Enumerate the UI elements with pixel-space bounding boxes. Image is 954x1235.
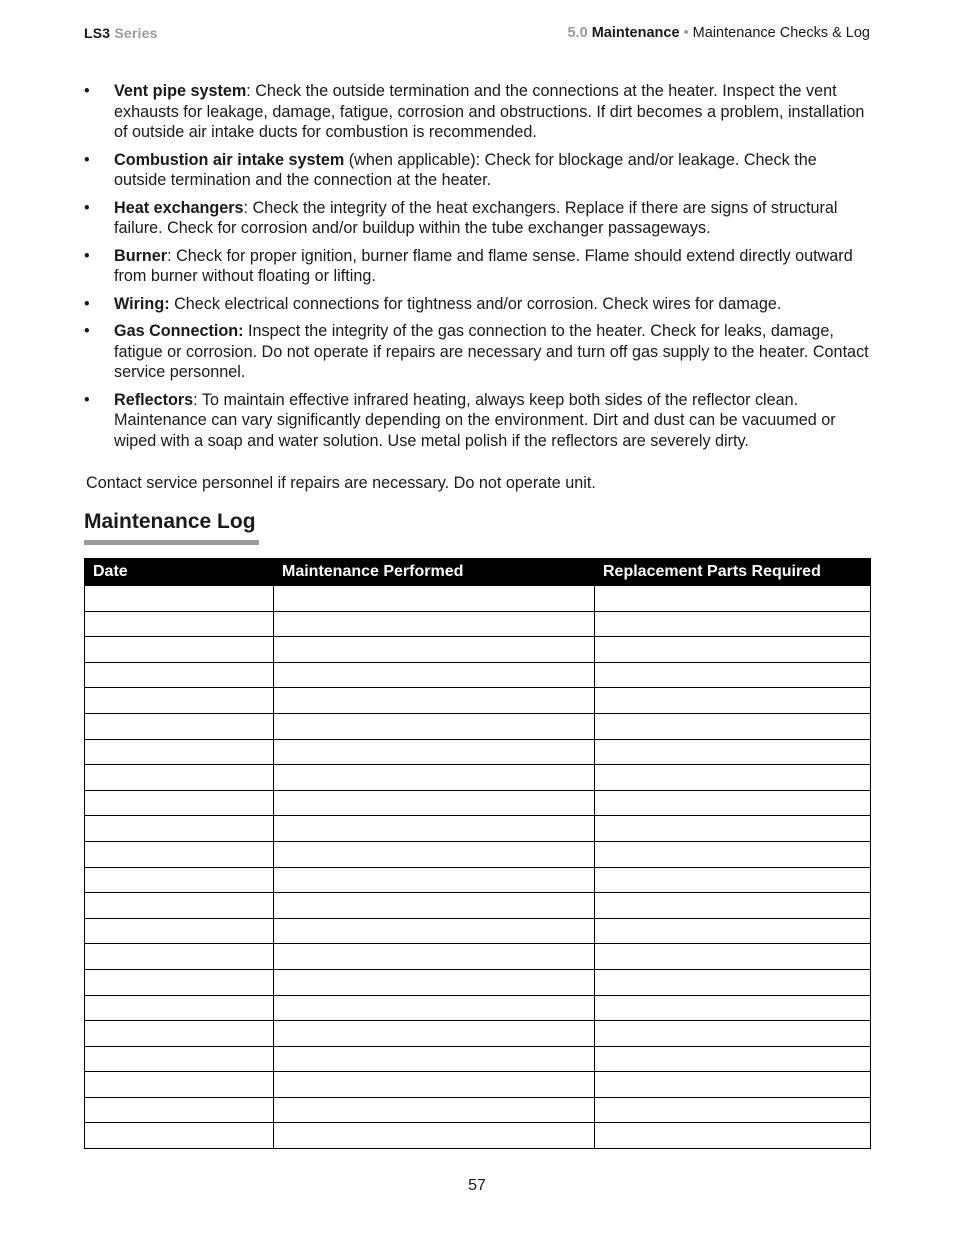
maintenance-cell[interactable] bbox=[274, 688, 595, 714]
parts-cell[interactable] bbox=[595, 867, 871, 893]
date-cell[interactable] bbox=[85, 893, 274, 919]
maintenance-cell[interactable] bbox=[274, 918, 595, 944]
parts-cell[interactable] bbox=[595, 637, 871, 663]
parts-cell[interactable] bbox=[595, 1021, 871, 1047]
check-description: : Check for proper ignition, burner flame and flame sense. Flame should extend directly outward from burner without floating or lifting. bbox=[114, 246, 853, 285]
date-cell[interactable] bbox=[85, 1021, 274, 1047]
date-cell[interactable] bbox=[85, 739, 274, 765]
date-cell[interactable] bbox=[85, 637, 274, 663]
date-cell[interactable] bbox=[85, 841, 274, 867]
series-label: Series bbox=[114, 25, 158, 41]
header-separator: • bbox=[683, 25, 689, 41]
table-row bbox=[85, 1046, 871, 1072]
maintenance-cell[interactable] bbox=[274, 713, 595, 739]
service-note: Contact service personnel if repairs are necessary. Do not operate unit. bbox=[86, 474, 596, 492]
subsection-name: Maintenance Checks & Log bbox=[692, 25, 870, 41]
table-row bbox=[85, 637, 871, 663]
maintenance-log-title: Maintenance Log bbox=[84, 510, 256, 533]
table-row bbox=[85, 713, 871, 739]
date-cell[interactable] bbox=[85, 816, 274, 842]
date-cell[interactable] bbox=[85, 611, 274, 637]
date-cell[interactable] bbox=[85, 662, 274, 688]
table-row bbox=[85, 816, 871, 842]
check-description: (when applicable): Check for blockage and/or leakage. Check the outside termination and the connection at the heater. bbox=[114, 150, 817, 189]
date-cell[interactable] bbox=[85, 586, 274, 612]
bullet-icon: • bbox=[84, 294, 90, 313]
check-description: Inspect the integrity of the gas connection to the heater. Check for leaks, damage, fatigue or corrosion. Do not operate if repairs are necessary and turn off gas supply to the heater. Contact service personnel. bbox=[114, 322, 869, 381]
parts-cell[interactable] bbox=[595, 1097, 871, 1123]
table-row bbox=[85, 790, 871, 816]
table-row bbox=[85, 1072, 871, 1098]
bullet-icon: • bbox=[84, 82, 90, 100]
bullet-icon: • bbox=[84, 322, 90, 340]
parts-cell[interactable] bbox=[595, 713, 871, 739]
table-row bbox=[85, 739, 871, 765]
parts-cell[interactable] bbox=[595, 790, 871, 816]
date-cell[interactable] bbox=[85, 1046, 274, 1072]
maintenance-cell[interactable] bbox=[274, 586, 595, 612]
date-cell[interactable] bbox=[85, 790, 274, 816]
maintenance-cell[interactable] bbox=[274, 637, 595, 663]
check-description: Check electrical connections for tightness and/or corrosion. Check wires for damage. bbox=[169, 294, 782, 313]
table-row bbox=[85, 1097, 871, 1123]
maintenance-cell[interactable] bbox=[274, 816, 595, 842]
bullet-icon: • bbox=[84, 198, 90, 217]
table-row bbox=[85, 867, 871, 893]
date-cell[interactable] bbox=[85, 995, 274, 1021]
column-header-date: Date bbox=[85, 559, 274, 586]
table-row bbox=[85, 688, 871, 714]
parts-cell[interactable] bbox=[595, 1123, 871, 1149]
parts-cell[interactable] bbox=[595, 739, 871, 765]
maintenance-cell[interactable] bbox=[274, 893, 595, 919]
parts-cell[interactable] bbox=[595, 662, 871, 688]
page-number: 57 bbox=[468, 1177, 486, 1194]
parts-cell[interactable] bbox=[595, 944, 871, 970]
table-row bbox=[85, 611, 871, 637]
running-header-section bbox=[567, 25, 870, 41]
table-row bbox=[85, 586, 871, 612]
table-row bbox=[85, 841, 871, 867]
maintenance-cell[interactable] bbox=[274, 995, 595, 1021]
maintenance-cell[interactable] bbox=[274, 1072, 595, 1098]
date-cell[interactable] bbox=[85, 1123, 274, 1149]
check-description: : To maintain effective infrared heating, always keep both sides of the reflector clean. Maintenance can vary significantly depending on the environment. Dirt and dust can be vacuumed or wiped with a soap and water solution. Use metal polish if the reflectors are severely dirty. bbox=[114, 390, 836, 450]
title-underline bbox=[84, 540, 259, 545]
parts-cell[interactable] bbox=[595, 995, 871, 1021]
column-header-parts: Replacement Parts Required bbox=[595, 559, 871, 586]
list-item bbox=[84, 321, 870, 383]
table-row bbox=[85, 918, 871, 944]
model-name: LS3 bbox=[84, 25, 111, 41]
maintenance-cell[interactable] bbox=[274, 867, 595, 893]
list-item bbox=[84, 390, 870, 452]
date-cell[interactable] bbox=[85, 969, 274, 995]
check-description: : Check the integrity of the heat exchangers. Replace if there are signs of structural failure. Check for corrosion and/or buildup within the tube exchanger passageways. bbox=[114, 198, 838, 237]
date-cell[interactable] bbox=[85, 1097, 274, 1123]
maintenance-cell[interactable] bbox=[274, 841, 595, 867]
bullet-icon: • bbox=[84, 390, 90, 409]
list-item bbox=[84, 150, 870, 191]
check-term: Gas Connection: bbox=[114, 322, 244, 340]
check-term: Burner bbox=[114, 246, 168, 265]
table-row bbox=[85, 969, 871, 995]
maintenance-cell[interactable] bbox=[274, 662, 595, 688]
parts-cell[interactable] bbox=[595, 1072, 871, 1098]
list-item bbox=[84, 294, 870, 315]
section-number: 5.0 bbox=[567, 25, 588, 41]
table-row bbox=[85, 765, 871, 791]
column-header-maintenance: Maintenance Performed bbox=[274, 559, 595, 586]
parts-cell[interactable] bbox=[595, 688, 871, 714]
maintenance-cell[interactable] bbox=[274, 969, 595, 995]
check-term: Reflectors bbox=[114, 390, 194, 409]
maintenance-log-table bbox=[84, 558, 871, 1149]
parts-cell[interactable] bbox=[595, 611, 871, 637]
date-cell[interactable] bbox=[85, 918, 274, 944]
date-cell[interactable] bbox=[85, 1072, 274, 1098]
check-term: Vent pipe system bbox=[114, 82, 247, 100]
parts-cell[interactable] bbox=[595, 918, 871, 944]
maintenance-cell[interactable] bbox=[274, 1046, 595, 1072]
parts-cell[interactable] bbox=[595, 969, 871, 995]
date-cell[interactable] bbox=[85, 713, 274, 739]
parts-cell[interactable] bbox=[595, 893, 871, 919]
maintenance-checks-list bbox=[84, 81, 870, 458]
table-row bbox=[85, 893, 871, 919]
maintenance-cell[interactable] bbox=[274, 611, 595, 637]
check-term: Heat exchangers bbox=[114, 198, 244, 217]
maintenance-cell[interactable] bbox=[274, 739, 595, 765]
maintenance-cell[interactable] bbox=[274, 944, 595, 970]
list-item bbox=[84, 81, 870, 143]
parts-cell[interactable] bbox=[595, 816, 871, 842]
parts-cell[interactable] bbox=[595, 841, 871, 867]
maintenance-cell[interactable] bbox=[274, 1123, 595, 1149]
bullet-icon: • bbox=[84, 246, 90, 265]
running-header-model bbox=[84, 25, 158, 41]
table-row bbox=[85, 995, 871, 1021]
date-cell[interactable] bbox=[85, 765, 274, 791]
list-item bbox=[84, 198, 870, 239]
date-cell[interactable] bbox=[85, 867, 274, 893]
parts-cell[interactable] bbox=[595, 765, 871, 791]
table-row bbox=[85, 1123, 871, 1149]
check-description: : Check the outside termination and the connections at the heater. Inspect the vent exhausts for leakage, damage, fatigue, corrosion and obstructions. If dirt becomes a problem, installation of outside air intake ducts for combustion is recommended. bbox=[114, 82, 865, 141]
bullet-icon: • bbox=[84, 150, 90, 169]
check-term: Combustion air intake system bbox=[114, 150, 345, 169]
maintenance-cell[interactable] bbox=[274, 790, 595, 816]
maintenance-cell[interactable] bbox=[274, 1097, 595, 1123]
table-row bbox=[85, 1021, 871, 1047]
maintenance-cell[interactable] bbox=[274, 1021, 595, 1047]
table-row bbox=[85, 944, 871, 970]
date-cell[interactable] bbox=[85, 688, 274, 714]
parts-cell[interactable] bbox=[595, 586, 871, 612]
list-item bbox=[84, 246, 870, 287]
parts-cell[interactable] bbox=[595, 1046, 871, 1072]
date-cell[interactable] bbox=[85, 944, 274, 970]
section-name: Maintenance bbox=[591, 25, 680, 41]
maintenance-cell[interactable] bbox=[274, 765, 595, 791]
table-row bbox=[85, 662, 871, 688]
check-term: Wiring: bbox=[114, 294, 170, 313]
table-header-row bbox=[85, 559, 871, 586]
